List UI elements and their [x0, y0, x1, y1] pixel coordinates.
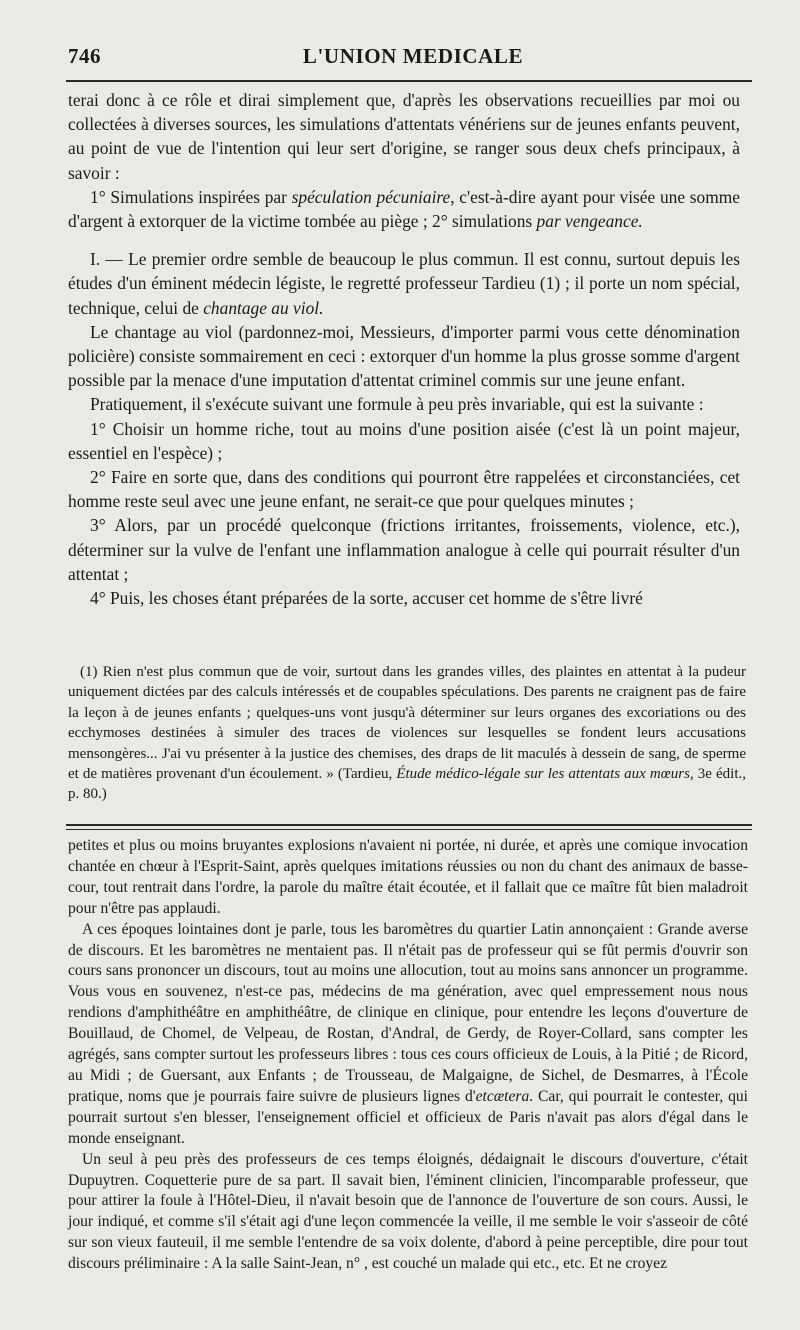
- paragraph-formula-intro: Pratiquement, il s'exécute suivant une formule à peu près invariable, qui est la suivante :: [90, 394, 704, 415]
- feuilleton-separator-rule: [66, 824, 752, 830]
- footnote-text: (1) Rien n'est plus commun que de voir, surtout dans les grandes villes, des plaintes en attentat à la pudeur uniquement dictées par des calculs intéressés et de coupables spéculations. Des parents ne craignent pas de faire la leçon à de jeunes enfants ; quelques-uns vont jusqu'à déterminer sur leurs organes des excoriations ou des ecchymoses destinées à simuler des traces de violences sur lesquelles se fondent leurs accusations mensongères... J'ai vu présenter à la justice des chemises, des draps de lit maculés à dessein de sang, de sperme et de matières provenant d'un écoulement. » (Tardieu, Étude médico-légale sur les attentats aux mœurs, 3e édit., p. 80.): [68, 664, 746, 803]
- list-item-step-4: 4° Puis, les choses étant préparées de la sorte, accuser cet homme de s'être livré: [90, 588, 643, 609]
- header-rule: [66, 80, 752, 82]
- feuilleton-paragraph-1: petites et plus ou moins bruyantes explosions n'avaient ni portée, ni durée, et après une comique invocation chantée en chœur à l'Esprit-Saint, après quelques imitations réussies ou non du chant des animaux de basse-cour, tout rentrait dans l'ordre, la parole du maître était écoutée, et il fallait que ce maître fût bien maladroit pour n'être pas applaudi.: [68, 837, 748, 917]
- running-title: L'UNION MEDICALE: [302, 44, 524, 68]
- feuilleton-paragraph-3: Un seul à peu près des professeurs de ces temps éloignés, dédaignait le discours d'ouverture, c'était Dupuytren. Coquetterie pure de sa part. Il savait bien, l'éminent clinicien, l'incomparable professeur, que pour attirer la foule à l'Hôtel-Dieu, il n'avait besoin que de l'annonce de l'ouverture de son cours. Aussi, le jour indiqué, et comme s'il s'était agi d'une leçon commencée la veille, il me semble le voir s'asseoir de côté sur son vieux fauteuil, il me semble l'entendre de sa voix dolente, d'abord à peine perceptible, dire pour tout discours préliminaire : A la salle Saint-Jean, n° , est couché un malade qui etc., etc. Et ne croyez: [68, 1150, 748, 1273]
- paragraph-chantage-definition: Le chantage au viol (pardonnez-moi, Messieurs, d'importer parmi vous cette dénomination policière) consiste sommairement en ceci : extorquer d'un homme la plus grosse somme d'argent possible par la menace d'une imputation d'attentat criminel commis sur une jeune enfant.: [68, 321, 740, 391]
- footnote: [68, 662, 746, 805]
- list-item-step-1: 1° Choisir un homme riche, tout au moins d'une position aisée (c'est là un point majeur, essentiel en l'espèce) ;: [68, 418, 740, 463]
- feuilleton-paragraph-2: A ces époques lointaines dont je parle, tous les baromètres du quartier Latin annonçaient : Grande averse de discours. Et les baromètres ne mentaient pas. Il n'était pas de professeur qui se fût permis d'ouvrir son cours sans prononcer un discours, tout au moins une allocution, tout au moins sans annoncer un programme. Vous vous en souvenez, n'est-ce pas, médecins de ma génération, avec quel empressement nous nous rendions d'amphithéâtre en amphithéâtre, de clinique en clinique, pour entendre les leçons d'ouverture de Bouillaud, de Chomel, de Velpeau, de Rostan, d'Andral, de Gerdy, de Royer-Collard, sans compter les agrégés, sans compter surtout les professeurs libres : tous ces cours officieux de Louis, à la Pitié ; de Ricord, au Midi ; de Guersant, aux Enfants ; de Trousseau, de Malgaigne, de Sichel, de Desmarres, à l'École pratique, noms que je pourrais faire suivre de plusieurs lignes d'etcætera. Car, qui pourrait le contester, qui pourrait surtout s'en blesser, l'enseignement officiel et officieux de Paris n'avait pas alors d'égal dans le monde enseignant.: [68, 920, 748, 1147]
- paragraph-intro: terai donc à ce rôle et dirai simplement que, d'après les observations recueillies par moi ou collectées à diverses sources, les simulations d'attentats vénériens sur de jeunes enfants peuvent, au point de vue de l'intention qui leur sert d'origine, se ranger sous deux chefs principaux, à savoir :: [68, 90, 740, 183]
- page-header: [68, 44, 748, 74]
- page-number: 746: [68, 44, 101, 68]
- main-article: [68, 88, 740, 610]
- list-item-step-3: 3° Alors, par un procédé quelconque (frictions irritantes, froissements, violence, etc.), déterminer sur la vulve de l'enfant une inflammation analogue à celle qui pourrait résulter d'un attentat ;: [68, 515, 740, 584]
- list-item-step-2: 2° Faire en sorte que, dans des conditions qui pourront être rappelées et circonstanciées, cet homme reste seul avec une jeune enfant, ne serait-ce que pour quelques minutes ;: [68, 467, 740, 512]
- feuilleton-column: [68, 836, 748, 1275]
- paragraph-two-chefs: 1° Simulations inspirées par spéculation pécuniaire, c'est-à-dire ayant pour visée une somme d'argent à extorquer de la victime tombée au piège ; 2° simulations par vengeance.: [68, 186, 740, 232]
- paragraph-section-one: I. — Le premier ordre semble de beaucoup le plus commun. Il est connu, surtout depuis les études d'un éminent médecin légiste, le regretté professeur Tardieu (1) ; il porte un nom spécial, technique, celui de chantage au viol.: [68, 249, 740, 318]
